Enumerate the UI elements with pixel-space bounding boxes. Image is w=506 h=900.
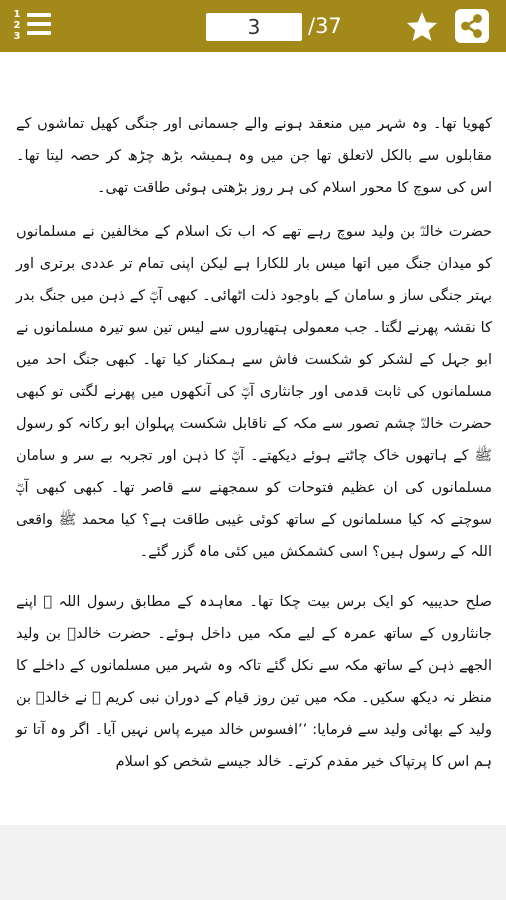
total-pages-label: /37: [308, 14, 342, 38]
bottom-blank-area: [0, 825, 506, 900]
numbered-list-icon: 1 2 3: [13, 9, 21, 42]
bookmark-button[interactable]: [405, 11, 439, 43]
paragraph: حضرت خالدؓ بن ولید سوچ رہے تھے کہ اب تک اسلام کے مخالفین نے مسلمانوں کو میدان جنگ میں اتھا میس بار للکارا ہے لیکن اپنی تمام تر عددی برتری اور بہتر جنگی ساز و سامان کے باوجود ذلت اٹھائی۔ کبھی آپؓ کے ذہن میں جنگ بدر کا نقشہ پھرنے لگتا۔ جب معمولی ہتھیاروں سے لیس تین سو تیرہ مسلمانوں نے ابو جہل کے لشکر کو شکست فاش سے ہمکنار کیا تھا۔ کبھی جنگ احد میں مسلمانوں کی ثابت قدمی اور جانثاری آپؓ کی آنکھوں میں پھرنے لگتی تو کبھی حضرت خالدؓ چشم تصور سے مکہ کے ناقابل شکست پہلوان ابو رکانہ کو رسول ﷺ کے ہاتھوں خاک چاٹتے ہوئے دیکھتے۔ آپؓ کا ذہن اور تجربہ بے سر و سامان مسلمانوں کی ان عظیم فتوحات کو سمجھنے سے قاصر تھا۔ کبھی کبھی آپؓ سوچتے کہ کیا مسلمانوں کے ساتھ کوئی غیبی طاقت ہے؟ کیا محمد ﷺ واقعی اللہ کے رسول ہیں؟ اسی کشمکش میں کئی ماہ گزر گئے۔: [16, 224, 492, 560]
menu-bars-icon: [27, 13, 51, 40]
top-toolbar: [0, 0, 506, 52]
share-icon: [455, 9, 489, 43]
paragraph: صلح حدیبیہ کو ایک برس بیت چکا تھا۔ معاہدہ کے مطابق رسول اللہ ﷺ اپنے جانثاروں کے ساتھ عمرہ کے لیے مکہ میں داخل ہوئے۔ حضرت خالدؓ بن ولید الجھے ذہن کے ساتھ مکہ سے نکل گئے تاکہ وہ شہر میں مسلمانوں کے داخلے کا منظر نہ دیکھ سکیں۔ مکہ میں تین روز قیام کے دوران نبی کریم ﷺ نے خالدؓ بن ولید کے بھائی ولید سے فرمایا: ’’افسوس خالد میرے پاس نہیں آیا۔ اگر وہ آتا تو ہم اس کا پرتپاک خیر مقدم کرتے۔ خالد جیسے شخص کو اسلام: [16, 594, 492, 770]
star-icon: [405, 11, 439, 43]
share-button[interactable]: [455, 9, 489, 43]
book-page-content[interactable]: [0, 52, 506, 825]
paragraph: کھویا تھا۔ وہ شہر میں منعقد ہونے والے جسمانی اور جنگی کھیل تماشوں کے مقابلوں سے بالکل لاتعلق تھا جن میں وہ ہمیشہ بڑھ چڑھ کر حصہ لیتا تھا۔ اس کی سوچ کا محور اسلام کی ہر روز بڑھتی ہوئی طاقت تھی۔: [16, 116, 492, 196]
chapter-list-button[interactable]: [10, 7, 56, 45]
page-number-input[interactable]: [206, 13, 302, 41]
